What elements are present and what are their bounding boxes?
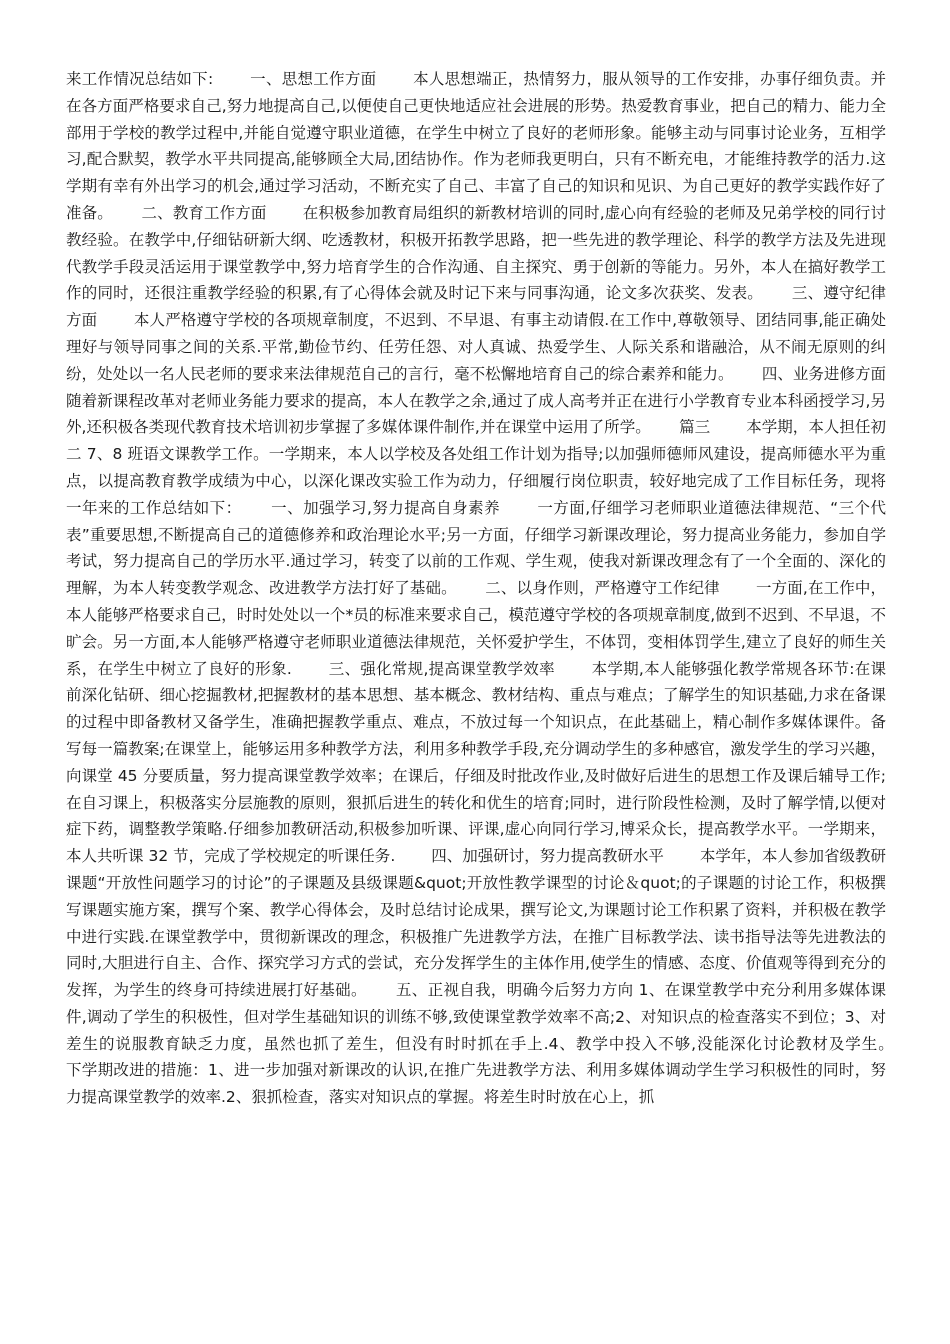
document-body-text: 来工作情况总结如下: 一、思想工作方面 本人思想端正，热情努力，服从领导的工作安排，办事仔细负责。并在各方面严格要求自己,努力地提高自己,以便使自己更快地适应社会进展的形势。热爱教育事业，把自己的精力、能力全部用于学校的教学过程中,并能自觉遵守职业道德，在学生中树立了良好的老师形象。能够主动与同事讨论业务，互相学习,配合默契，教学水平共同提高,能够顾全大局,团结协作。作为老师我更明白，只有不断充电，才能维持教学的活力.这学期有幸有外出学习的机会,通过学习活动，不断充实了自己、丰富了自己的知识和见识、为自己更好的教学实践作好了准备。 二、教育工作方面 在积极参加教育局组织的新教材培训的同时,虚心向有经验的老师及兄弟学校的同行讨教经验。在教学中,仔细钻研新大纲、吃透教材，积极开拓教学思路，把一些先进的教学理论、科学的教学方法及先进现代教学手段灵活运用于课堂教学中,努力培育学生的合作沟通、自主探究、勇于创新的等能力。另外，本人在搞好教学工作的同时，还很注重教学经验的积累,有了心得体会就及时记下来与同事沟通，论文多次获奖、发表。 三、遵守纪律方面 本人严格遵守学校的各项规章制度，不迟到、不早退、有事主动请假.在工作中,尊敬领导、团结同事,能正确处理好与领导同事之间的关系.平常,勤俭节约、任劳任怨、对人真诚、热爱学生、人际关系和谐融洽，从不闹无原则的纠纷，处处以一名人民老师的要求来法律规范自己的言行，毫不松懈地培育自己的综合素养和能力。 四、业务进修方面 随着新课程改革对老师业务能力要求的提高，本人在教学之余,通过了成人高考并正在进行小学教育专业本科函授学习,另外,还积极各类现代教育技术培训初步掌握了多媒体课件制作,并在课堂中运用了所学。 篇三 本学期，本人担任初二 7、8 班语文课教学工作。一学期来，本人以学校及各处组工作计划为指导;以加强师德师风建设，提高师德水平为重点，以提高教育教学成绩为中心，以深化课改实验工作为动力，仔细履行岗位职责，较好地完成了工作目标任务，现将一年来的工作总结如下： 一、加强学习,努力提高自身素养 一方面,仔细学习老师职业道德法律规范、“三个代表”重要思想,不断提高自己的道德修养和政治理论水平;另一方面，仔细学习新课改理论，努力提高业务能力，参加自学考试，努力提高自己的学历水平.通过学习，转变了以前的工作观、学生观，使我对新课改理念有了一个全面的、深化的理解，为本人转变教学观念、改进教学方法打好了基础。 二、以身作则，严格遵守工作纪律 一方面,在工作中，本人能够严格要求自己，时时处处以一个*员的标准来要求自己，模范遵守学校的各项规章制度,做到不迟到、不早退，不旷会。另一方面,本人能够严格遵守老师职业道德法律规范，关怀爱护学生，不体罚，变相体罚学生,建立了良好的师生关系，在学生中树立了良好的形象. 三、强化常规,提高课堂教学效率 本学期,本人能够强化教学常规各环节:在课前深化钻研、细心挖掘教材,把握教材的基本思想、基本概念、教材结构、重点与难点；了解学生的知识基础,力求在备课的过程中即备教材又备学生，准确把握教学重点、难点，不放过每一个知识点，在此基础上，精心制作多媒体课件。备写每一篇教案;在课堂上，能够运用多种教学方法，利用多种教学手段,充分调动学生的多种感官，激发学生的学习兴趣，向课堂 45 分要质量，努力提高课堂教学效率；在课后，仔细及时批改作业,及时做好后进生的思想工作及课后辅导工作;在自习课上，积极落实分层施教的原则，狠抓后进生的转化和优生的培育;同时，进行阶段性检测，及时了解学情,以便对症下药，调整教学策略.仔细参加教研活动,积极参加听课、评课,虚心向同行学习,博采众长，提高教学水平。一学期来，本人共听课 32 节，完成了学校规定的听课任务. 四、加强研讨，努力提高教研水平 本学年，本人参加省级教研课题“开放性问题学习的讨论”的子课题及县级课题&quot;开放性教学课型的讨论＆quot;的子课题的讨论工作，积极撰写课题实施方案，撰写个案、教学心得体会，及时总结讨论成果，撰写论文,为课题讨论工作积累了资料，并积极在教学中进行实践.在课堂教学中，贯彻新课改的理念，积极推广先进教学方法，在推广目标教学法、读书指导法等先进教法的同时,大胆进行自主、合作、探究学习方式的尝试，充分发挥学生的主体作用,使学生的情感、态度、价值观等得到充分的发挥，为学生的终身可持续进展打好基础。 五、正视自我，明确今后努力方向 1、在课堂教学中充分利用多媒体课件,调动了学生的积极性，但对学生基础知识的训练不够,致使课堂教学效率不高;2、对知识点的检查落实不到位；3、对差生的说服教育缺乏力度，虽然也抓了差生，但没有时时抓在手上.4、教学中投入不够,没能深化讨论教材及学生。 下学期改进的措施：1、进一步加强对新课改的认识,在推广先进教学方法、利用多媒体调动学生学习积极性的同时，努力提高课堂教学的效率.2、狠抓检查，落实对知识点的掌握。将差生时时放在心上，抓 (66, 70, 922, 1107)
